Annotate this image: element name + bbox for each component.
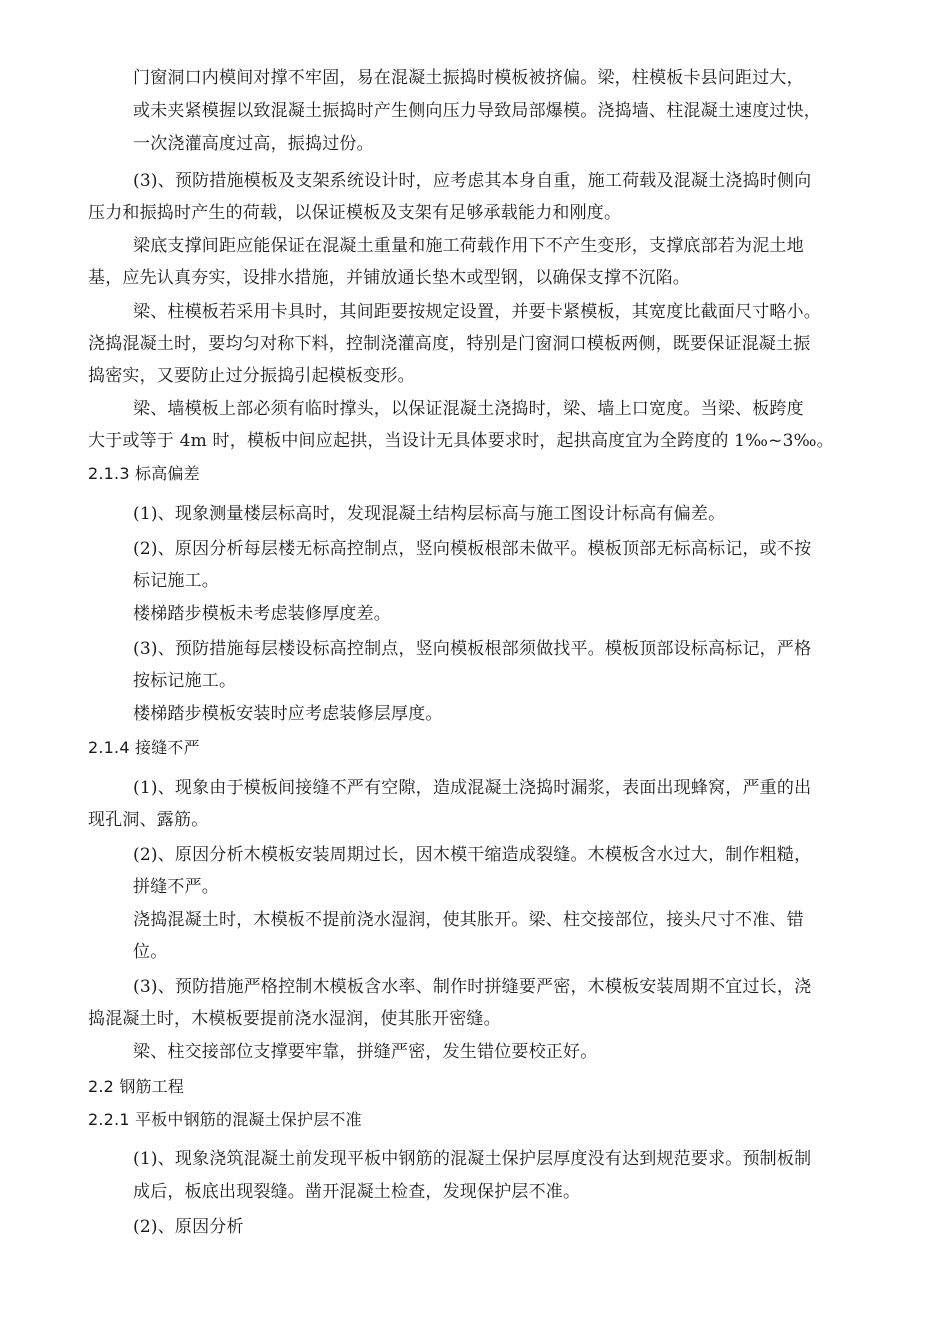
text-line: 楼梯踏步模板未考虑装修厚度差。 — [133, 604, 391, 624]
text-line: (3)、预防措施严格控制木模板含水率、制作时拼缝要严密，木模板安装周期不宜过长，浇 — [133, 977, 812, 997]
text-line: (1)、现象由于模板间接缝不严有空隙，造成混凝土浇捣时漏浆，表面出现蜂窝，严重的出 — [133, 778, 812, 798]
subsection-heading: 2.2.1 平板中钢筋的混凝土保护层不准 — [88, 1110, 362, 1129]
text-line: 拼缝不严。 — [133, 877, 219, 897]
section-heading: 2.1.3 标高偏差 — [88, 464, 200, 483]
text-line: (2)、原因分析每层楼无标高控制点，竖向模板根部未做平。模板顶部无标高标记，或不按 — [133, 539, 812, 559]
text-line: 或未夹紧模握以致混凝土振捣时产生侧向压力导致局部爆模。浇捣墙、柱混凝土速度过快， — [133, 101, 821, 121]
text-line: 标记施工。 — [133, 571, 219, 591]
text-line: 压力和振捣时产生的荷载，以保证模板及支架有足够承载能力和刚度。 — [88, 203, 622, 223]
text-line: (2)、原因分析 — [133, 1217, 244, 1237]
text-line: (2)、原因分析木模板安装周期过长，因木模干缩造成裂缝。木模板含水过大，制作粗糙， — [133, 845, 812, 865]
text-line: 浇捣混凝土时，木模板不提前浇水湿润，使其胀开。梁、柱交接部位，接头尺寸不准、错 — [133, 910, 804, 930]
text-line: (1)、现象测量楼层标高时，发现混凝土结构层标高与施工图设计标高有偏差。 — [133, 504, 726, 524]
text-line: 浇捣混凝土时，要均匀对称下料，控制浇灌高度，特别是门窗洞口模板两侧，既要保证混凝土振 — [88, 334, 811, 354]
text-line: 位。 — [133, 942, 168, 962]
section-heading: 2.2 钢筋工程 — [88, 1077, 185, 1096]
text-line: 捣密实，又要防止过分振捣引起模板变形。 — [88, 366, 415, 386]
text-line: 成后，板底出现裂缝。凿开混凝土检查，发现保护层不准。 — [133, 1182, 581, 1202]
text-line: 梁、墙模板上部必须有临时撑头，以保证混凝土浇捣时，梁、墙上口宽度。当梁、板跨度 — [133, 399, 804, 419]
text-line: 基，应先认真夯实，设排水措施，并铺放通长垫木或型钢，以确保支撑不沉陷。 — [88, 268, 690, 288]
text-line: 梁底支撑间距应能保证在混凝土重量和施工荷载作用下不产生变形，支撑底部若为泥土地 — [133, 236, 804, 256]
text-line: 按标记施工。 — [133, 671, 237, 691]
text-line: 捣混凝土时，木模板要提前浇水湿润，使其胀开密缝。 — [88, 1009, 501, 1029]
text-line: 大于或等于 4m 时，模板中间应起拱，当设计无具体要求时，起拱高度宜为全跨度的 1‰~3‰。 — [88, 431, 834, 451]
text-line: 现孔洞、露筋。 — [88, 810, 209, 830]
section-heading: 2.1.4 接缝不严 — [88, 738, 200, 757]
text-line: 梁、柱交接部位支撑要牢靠，拼缝严密，发生错位要校正好。 — [133, 1042, 598, 1062]
text-line: 梁、柱模板若采用卡具时，其间距要按规定设置，并要卡紧模板，其宽度比截面尺寸略小。 — [133, 302, 821, 322]
text-line: (3)、预防措施模板及支架系统设计时，应考虑其本身自重，施工荷载及混凝土浇捣时侧向 — [133, 171, 812, 191]
text-line: 楼梯踏步模板安装时应考虑装修层厚度。 — [133, 704, 443, 724]
text-line: 一次浇灌高度过高，振捣过份。 — [133, 134, 374, 154]
text-line: (1)、现象浇筑混凝土前发现平板中钢筋的混凝土保护层厚度没有达到规范要求。预制板制 — [133, 1149, 812, 1169]
text-line: (3)、预防措施每层楼设标高控制点，竖向模板根部须做找平。模板顶部设标高标记，严格 — [133, 639, 812, 659]
text-line: 门窗洞口内模间对撑不牢固，易在混凝土振捣时模板被挤偏。梁，柱模板卡县问距过大， — [133, 68, 804, 88]
